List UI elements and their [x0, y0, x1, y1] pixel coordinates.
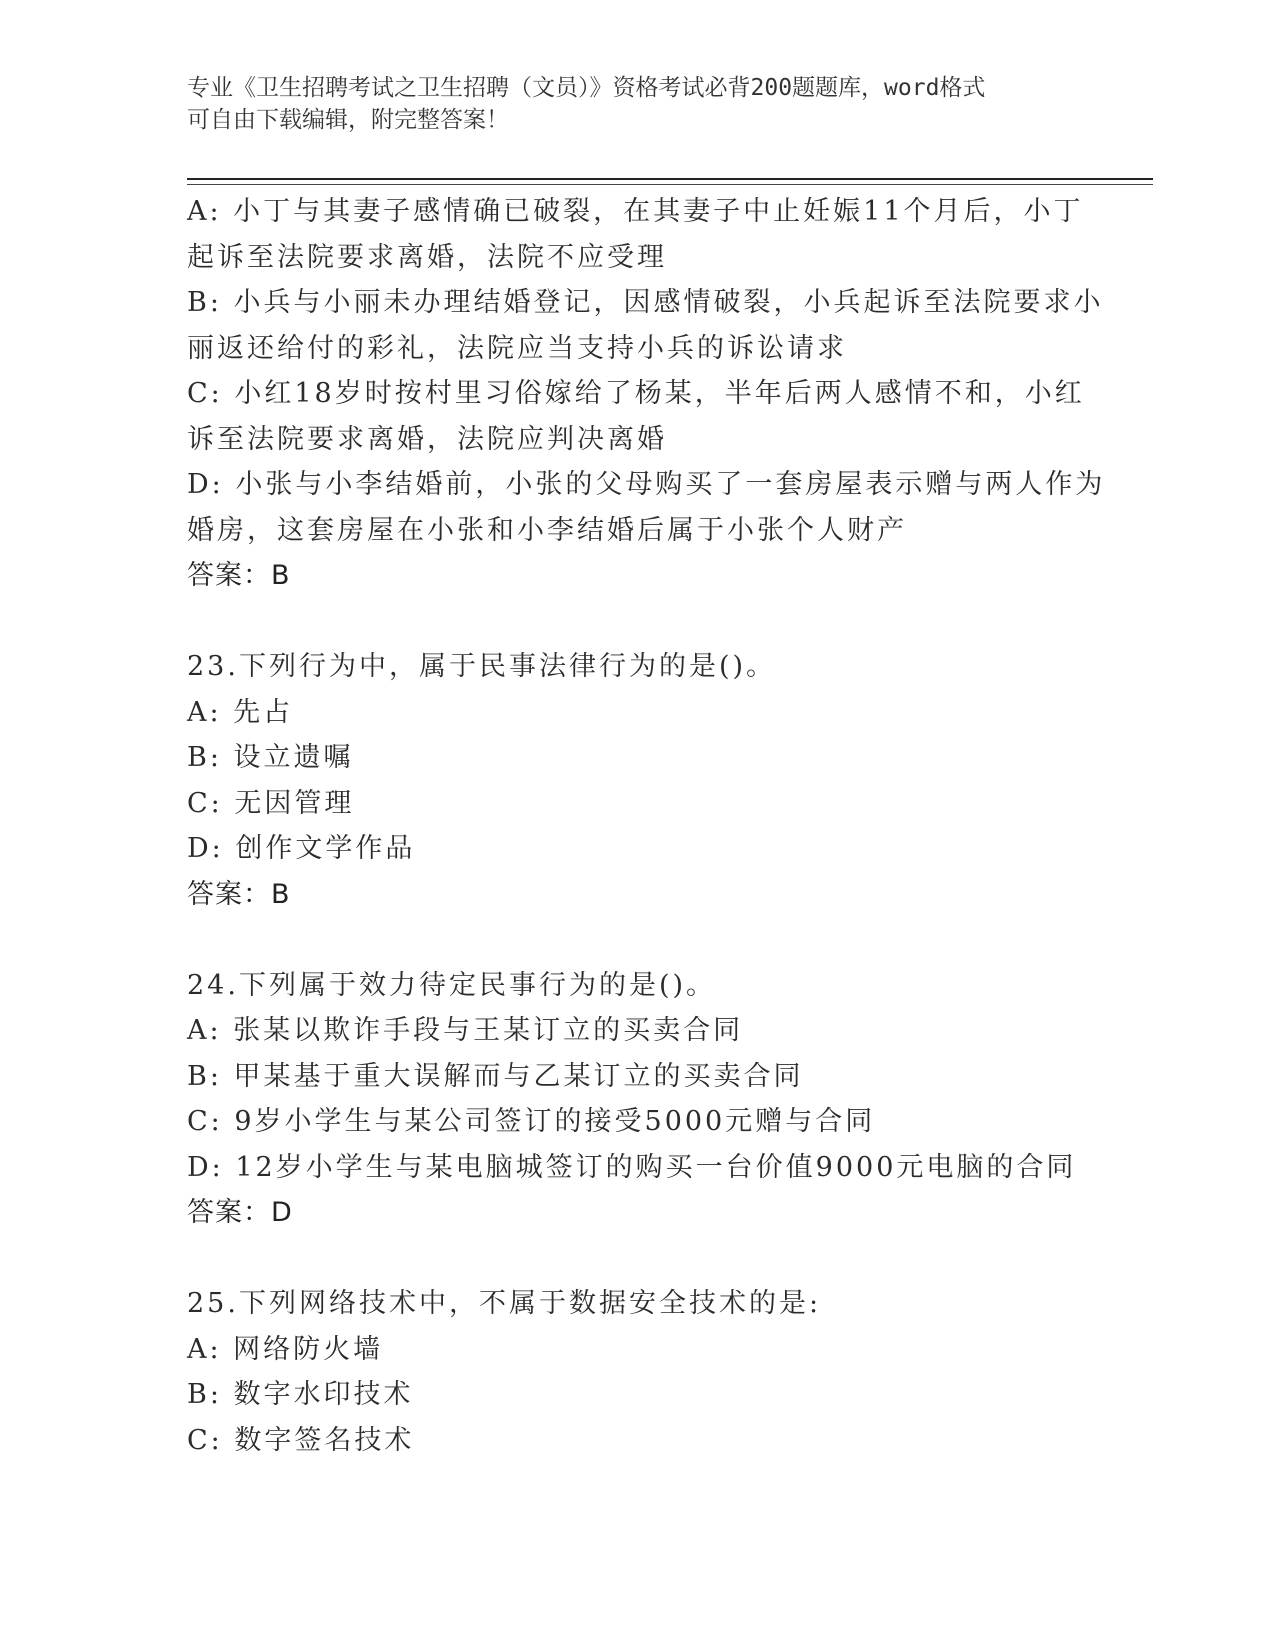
option-d: D: 创作文学作品: [187, 833, 416, 864]
option-line: 诉至法院要求离婚，法院应判决离婚: [187, 423, 667, 455]
answer-line: 答案：D: [187, 1197, 293, 1228]
option-line: 起诉至法院要求离婚，法院不应受理: [187, 241, 667, 273]
option-line: A: 小丁与其妻子感情确已破裂，在其妻子中止妊娠11个月后，小丁: [187, 196, 1084, 227]
option-line: C: 小红18岁时按村里习俗嫁给了杨某，半年后两人感情不和，小红: [187, 378, 1085, 409]
option-c: C: 数字签名技术: [187, 1424, 415, 1456]
option-c: C: 9岁小学生与某公司签订的接受5000元赠与合同: [187, 1106, 876, 1137]
header-line-2: 可自由下载编辑，附完整答案！: [187, 107, 509, 133]
question-text: 24.下列属于效力待定民事行为的是()。: [187, 969, 717, 1001]
option-line: 丽返还给付的彩礼，法院应当支持小兵的诉讼请求: [187, 332, 847, 364]
option-a: A: 先占: [187, 696, 294, 728]
header-rule-thin: [187, 184, 1153, 185]
header-line-1: 专业《卫生招聘考试之卫生招聘（文员）》资格考试必背200题题库，word格式: [187, 75, 986, 101]
spacer: [187, 599, 1087, 645]
question-block-25: [187, 1281, 1087, 1463]
answer-line: 答案：B: [187, 878, 291, 910]
option-c: C: 无因管理: [187, 787, 355, 819]
answer-line: 答案：B: [187, 560, 291, 591]
question-text: 25.下列网络技术中，不属于数据安全技术的是:: [187, 1288, 822, 1319]
question-block-23: [187, 644, 1087, 917]
option-a: A: 张某以欺诈手段与王某订立的买卖合同: [187, 1015, 744, 1046]
option-d: D: 12岁小学生与某电脑城签订的购买一台价值9000元电脑的合同: [187, 1151, 1077, 1183]
question-block-22: [187, 189, 1106, 599]
question-block-24: [187, 963, 1087, 1236]
option-b: B: 甲某基于重大误解而与乙某订立的买卖合同: [187, 1060, 804, 1092]
option-line: B: 小兵与小丽未办理结婚登记，因感情破裂，小兵起诉至法院要求小: [187, 287, 1104, 318]
spacer: [187, 1236, 1087, 1282]
option-a: A: 网络防火墙: [187, 1333, 384, 1365]
document-header: [187, 72, 1067, 136]
option-line: D: 小张与小李结婚前，小张的父母购买了一套房屋表示赠与两人作为: [187, 469, 1106, 500]
option-b: B: 设立遗嘱: [187, 742, 354, 773]
question-text: 23.下列行为中，属于民事法律行为的是()。: [187, 651, 777, 682]
option-line: 婚房，这套房屋在小张和小李结婚后属于小张个人财产: [187, 514, 907, 546]
question-content: [187, 189, 1106, 1463]
header-rule-thick: [187, 178, 1153, 180]
option-b: B: 数字水印技术: [187, 1379, 414, 1410]
spacer: [187, 917, 1087, 963]
